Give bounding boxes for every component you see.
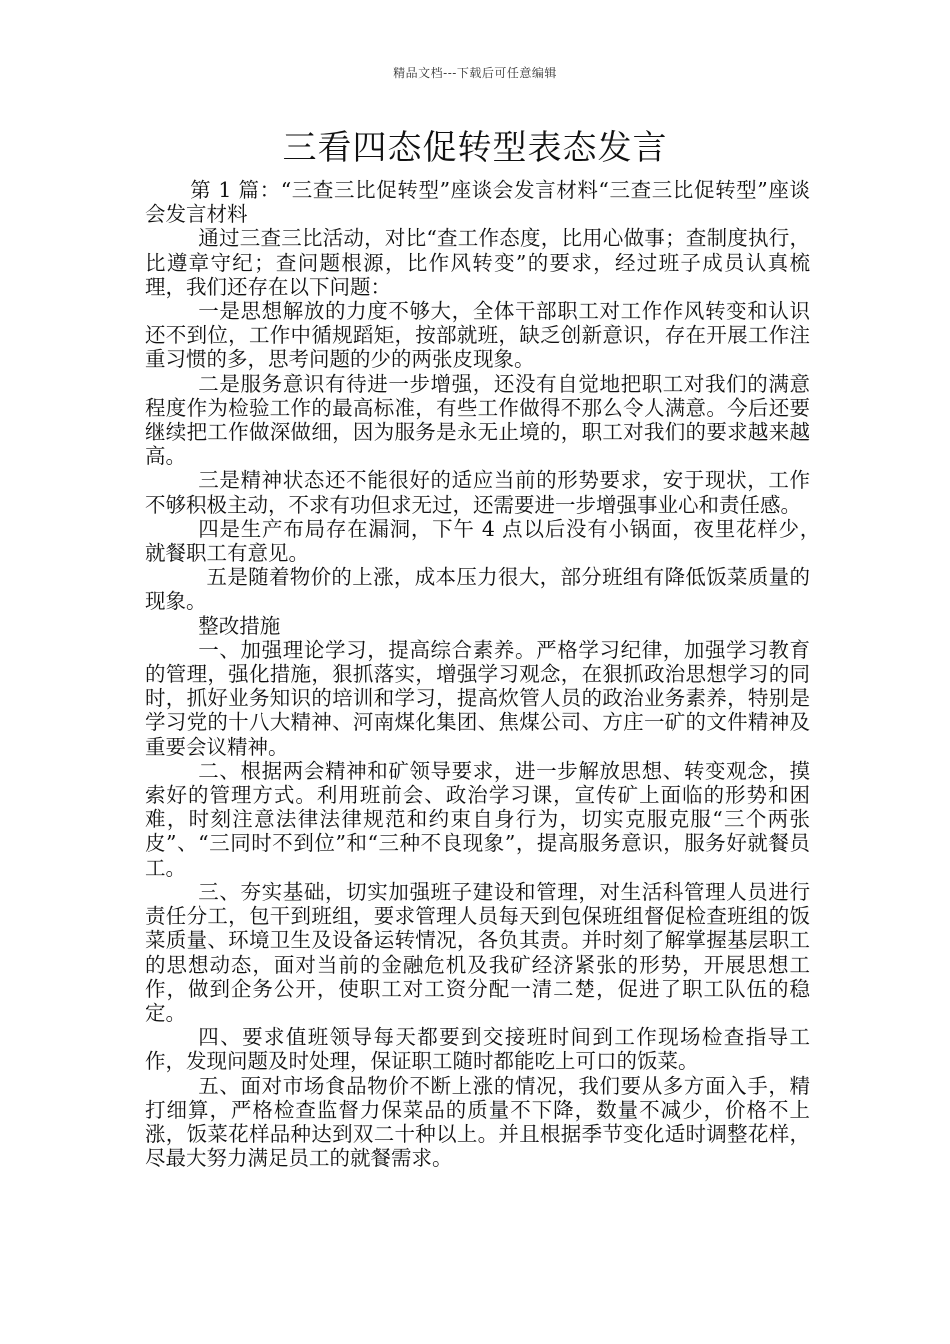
paragraph-7: 五是随着物价的上涨，成本压力很大，部分班组有降低饭菜质量的现象。 <box>145 565 810 614</box>
paragraph-4: 二是服务意识有待进一步增强，还没有自觉地把职工对我们的满意程度作为检验工作的最高标准，有些工作做得不那么令人满意。今后还要继续把工作做深做细，因为服务是永无止境的，职工对我们的要求越来越高。 <box>145 371 810 469</box>
paragraph-11: 三、夯实基础，切实加强班子建设和管理，对生活科管理人员进行责任分工，包干到班组，要求管理人员每天到包保班组督促检查班组的饭菜质量、环境卫生及设备运转情况，各负其责。并时刻了解掌握基层职工的思想动态，面对当前的金融危机及我矿经济紧张的形势，开展思想工作，做到企务公开，使职工对工资分配一清二楚，促进了职工队伍的稳定。 <box>145 879 810 1025</box>
document-title: 三看四态促转型表态发言 <box>282 128 668 168</box>
paragraph-5: 三是精神状态还不能很好的适应当前的形势要求，安于现状，工作不够积极主动，不求有功但求无过，还需要进一步增强事业心和责任感。 <box>145 468 810 517</box>
paragraph-12: 四、要求值班领导每天都要到交接班时间到工作现场检查指导工作，发现问题及时处理，保证职工随时都能吃上可口的饭菜。 <box>145 1025 810 1074</box>
header-note: 精品文档---下载后可任意编辑 <box>393 66 557 80</box>
paragraph-9: 一、加强理论学习，提高综合素养。严格学习纪律，加强学习教育的管理，强化措施，狠抓落实，增强学习观念，在狠抓政治思想学习的同时，抓好业务知识的培训和学习，提高炊管人员的政治业务素养，特别是学习党的十八大精神、河南煤化集团、焦煤公司、方庄一矿的文件精神及重要会议精神。 <box>145 637 810 759</box>
paragraph-13: 五、面对市场食品物价不断上涨的情况，我们要从多方面入手，精打细算，严格检查监督力保菜品的质量不下降，数量不减少，价格不上涨，饭菜花样品种达到双二十种以上。并且根据季节变化适时调整花样，尽最大努力满足员工的就餐需求。 <box>145 1073 810 1171</box>
paragraph-10: 二、根据两会精神和矿领导要求，进一步解放思想、转变观念，摸索好的管理方式。利用班前会、政治学习课，宣传矿上面临的形势和困难，时刻注意法律法律规范和约束自身行为，切实克服克服“三个两张皮”、“三同时不到位”和“三种不良现象”，提高服务意识，服务好就餐员工。 <box>145 758 810 880</box>
paragraph-1: 第 1 篇：“三查三比促转型”座谈会发言材料“三查三比促转型”座谈会发言材料 <box>145 178 810 227</box>
paragraph-6: 四是生产布局存在漏洞，下午 4 点以后没有小锅面，夜里花样少， 就餐职工有意见。 <box>145 516 831 566</box>
paragraph-2: 通过三查三比活动，对比“查工作态度，比用心做事；查制度执行，比遵章守纪；查问题根源，比作风转变”的要求，经过班子成员认真梳理，我们还存在以下问题： <box>145 226 810 299</box>
paragraph-3: 一是思想解放的力度不够大，全体干部职工对工作作风转变和认识还不到位，工作中循规蹈矩，按部就班，缺乏创新意识，存在开展工作注重习惯的多，思考问题的少的两张皮现象。 <box>145 299 810 372</box>
document-body <box>145 178 831 1171</box>
section-heading-rectification: 整改措施 <box>198 613 281 638</box>
